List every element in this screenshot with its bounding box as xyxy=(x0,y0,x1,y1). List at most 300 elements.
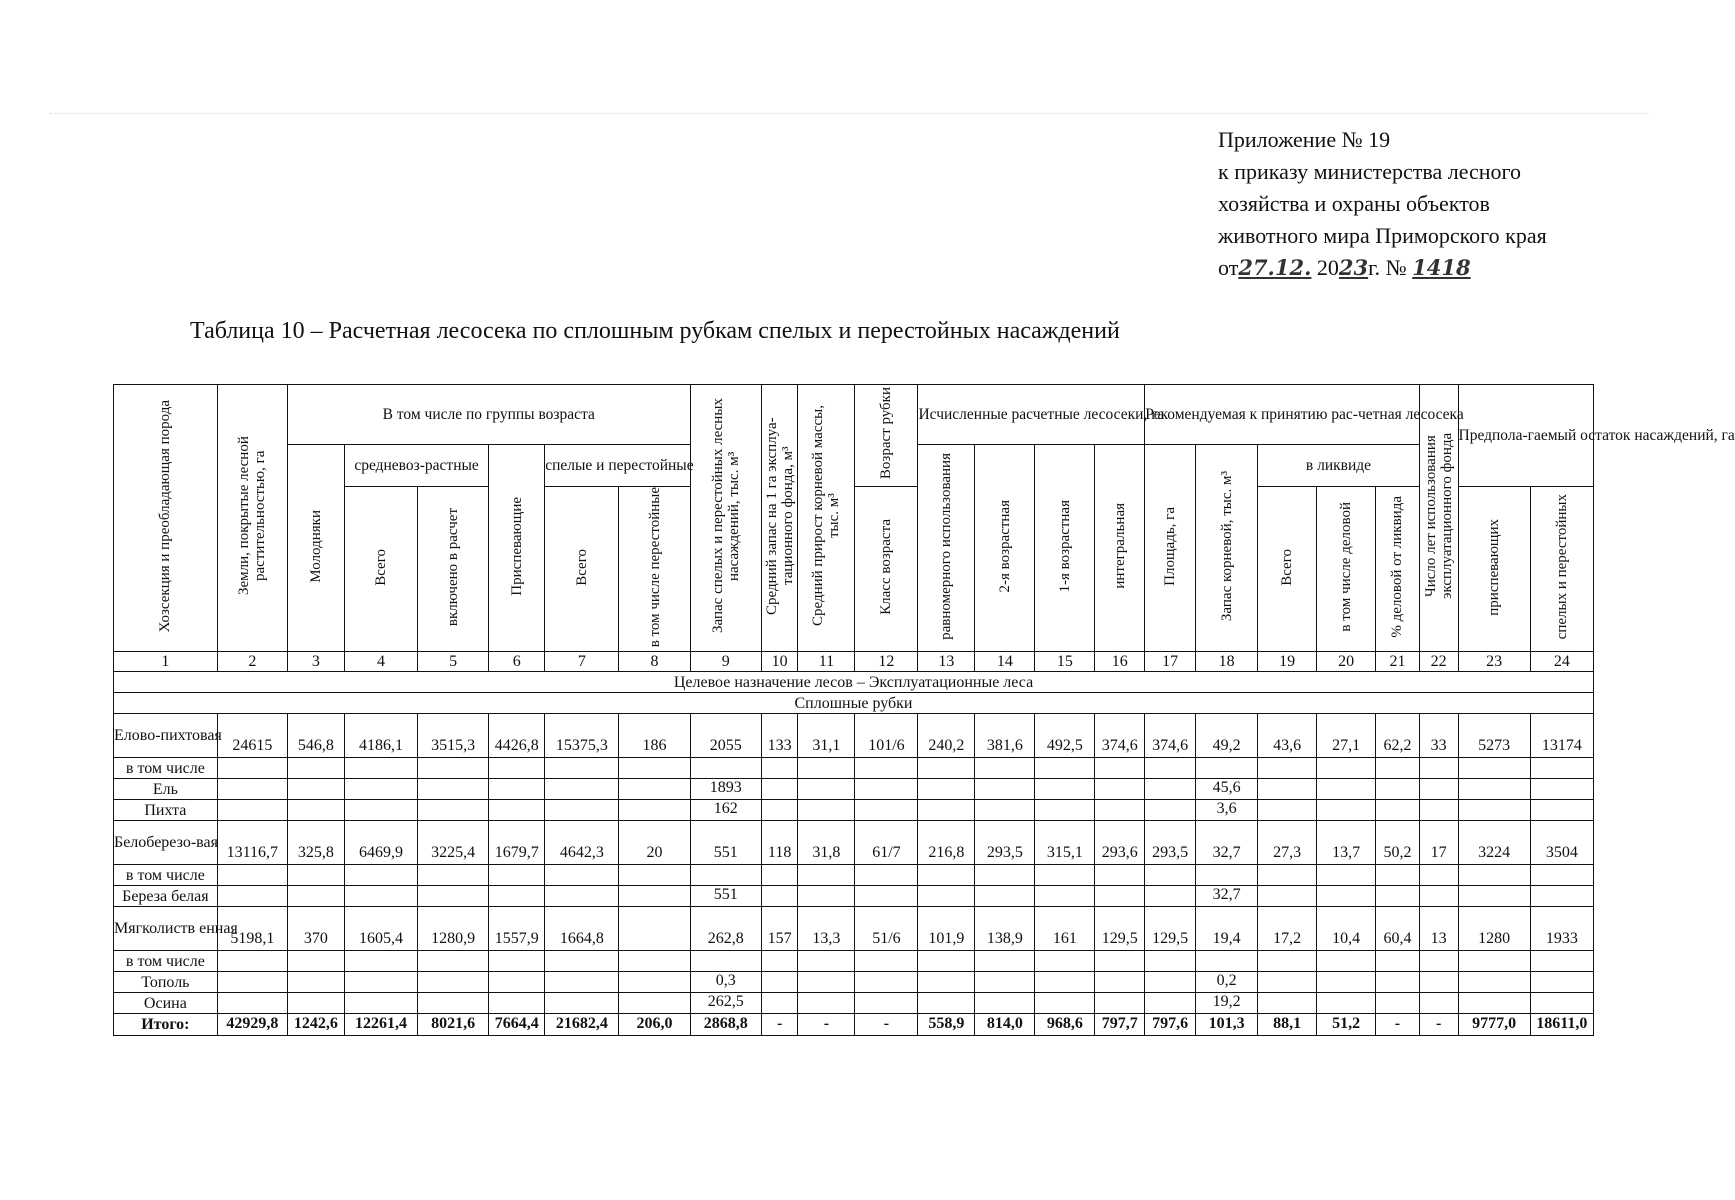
header-c18: Запас корневой, тыс. м³ xyxy=(1196,445,1258,652)
table-cell xyxy=(418,951,489,972)
table-cell: 551 xyxy=(690,886,761,907)
table-cell xyxy=(619,972,690,993)
table-cell xyxy=(489,951,545,972)
table-cell xyxy=(217,800,287,821)
table-cell xyxy=(1530,800,1593,821)
table-cell xyxy=(1035,865,1095,886)
header-c23: приспевающих xyxy=(1458,487,1530,652)
table-title: Таблица 10 – Расчетная лесосека по сплошным рубкам спелых и перестойных насаждений xyxy=(190,318,1120,344)
table-cell: - xyxy=(855,1014,918,1036)
table-cell: 2868,8 xyxy=(690,1014,761,1036)
table-cell xyxy=(1419,972,1458,993)
row-name: в том числе xyxy=(114,865,218,886)
table-cell xyxy=(1035,951,1095,972)
table-cell xyxy=(545,758,619,779)
table-cell: 51/6 xyxy=(855,907,918,951)
header-c12: Класс возраста xyxy=(855,487,918,652)
table-cell xyxy=(1095,779,1145,800)
table-cell: 27,1 xyxy=(1317,714,1376,758)
table-cell xyxy=(344,800,417,821)
table-cell xyxy=(975,865,1035,886)
table-cell xyxy=(1530,758,1593,779)
table-cell: 3224 xyxy=(1458,821,1530,865)
table-cell xyxy=(855,972,918,993)
table-cell xyxy=(1530,865,1593,886)
column-number: 23 xyxy=(1458,652,1530,672)
section-row-cuts xyxy=(114,693,1594,714)
table-cell: 17,2 xyxy=(1258,907,1317,951)
table-cell xyxy=(619,951,690,972)
table-cell: 262,5 xyxy=(690,993,761,1014)
table-cell xyxy=(798,886,855,907)
table-cell: 45,6 xyxy=(1196,779,1258,800)
table-cell: 4426,8 xyxy=(489,714,545,758)
table-cell: - xyxy=(1376,1014,1420,1036)
table-cell xyxy=(918,972,975,993)
table-cell xyxy=(545,865,619,886)
table-cell: 1280 xyxy=(1458,907,1530,951)
column-number: 7 xyxy=(545,652,619,672)
table-cell: 43,6 xyxy=(1258,714,1317,758)
table-cell xyxy=(855,865,918,886)
table-cell xyxy=(619,758,690,779)
table-cell xyxy=(690,758,761,779)
table-cell xyxy=(1145,951,1196,972)
header-c8: в том числе перестойные xyxy=(619,487,690,652)
table-cell xyxy=(1530,951,1593,972)
table-cell xyxy=(619,886,690,907)
column-number: 19 xyxy=(1258,652,1317,672)
table-cell: 1679,7 xyxy=(489,821,545,865)
table-cell xyxy=(1458,865,1530,886)
table-cell: 49,2 xyxy=(1196,714,1258,758)
table-cell xyxy=(1530,993,1593,1014)
number-prefix: г. № xyxy=(1368,255,1407,280)
column-number: 1 xyxy=(114,652,218,672)
row-name: Белоберезо-вая xyxy=(114,821,218,865)
table-cell xyxy=(1376,800,1420,821)
header-group-calc: Исчисленные расчетные лесосеки, га xyxy=(918,385,1145,445)
table-cell xyxy=(418,779,489,800)
date-prefix: от xyxy=(1218,255,1239,280)
table-cell xyxy=(1145,886,1196,907)
header-group-recommended: Рекомендуемая к принятию рас-четная лесосека xyxy=(1145,385,1420,445)
appendix-line-2: к приказу министерства лесного xyxy=(1218,159,1522,184)
table-cell: 13,3 xyxy=(798,907,855,951)
table-cell xyxy=(489,758,545,779)
header-c17: Площадь, га xyxy=(1145,445,1196,652)
column-number: 9 xyxy=(690,652,761,672)
table-cell xyxy=(1458,800,1530,821)
header-c10: Средний запас на 1 га эксплуа-тационного фонда, м³ xyxy=(761,385,798,652)
table-cell xyxy=(1258,951,1317,972)
table-cell: 10,4 xyxy=(1317,907,1376,951)
table-cell: 101/6 xyxy=(855,714,918,758)
table-cell: 31,8 xyxy=(798,821,855,865)
table-cell xyxy=(1095,886,1145,907)
table-cell xyxy=(217,993,287,1014)
table-cell: 13174 xyxy=(1530,714,1593,758)
header-c6: Приспевающие xyxy=(489,445,545,652)
table-cell xyxy=(619,907,690,951)
table-cell: 4642,3 xyxy=(545,821,619,865)
appendix-line-4: животного мира Приморского края xyxy=(1218,223,1547,248)
table-cell: 129,5 xyxy=(1145,907,1196,951)
table-cell xyxy=(545,800,619,821)
table-cell: 3,6 xyxy=(1196,800,1258,821)
table-cell xyxy=(545,993,619,1014)
header-c14: 2-я возрастная xyxy=(975,445,1035,652)
table-cell: 1280,9 xyxy=(418,907,489,951)
table-cell xyxy=(287,865,344,886)
table-cell xyxy=(761,951,798,972)
header-c20: в том числе деловой xyxy=(1317,487,1376,652)
column-number: 18 xyxy=(1196,652,1258,672)
table-cell: 51,2 xyxy=(1317,1014,1376,1036)
table-cell: 492,5 xyxy=(1035,714,1095,758)
table-row xyxy=(114,821,1594,865)
table-cell xyxy=(418,972,489,993)
table-cell xyxy=(1376,951,1420,972)
table-cell xyxy=(1458,779,1530,800)
table-cell: 18611,0 xyxy=(1530,1014,1593,1036)
table-cell xyxy=(545,886,619,907)
table-cell xyxy=(761,779,798,800)
table-cell xyxy=(1035,972,1095,993)
table-cell xyxy=(918,758,975,779)
column-number: 15 xyxy=(1035,652,1095,672)
table-cell: 62,2 xyxy=(1376,714,1420,758)
table-cell: 3515,3 xyxy=(418,714,489,758)
table-cell xyxy=(1035,758,1095,779)
table-cell xyxy=(1095,951,1145,972)
table-row xyxy=(114,972,1594,993)
appendix-line-1: Приложение № 19 xyxy=(1218,127,1391,152)
section-row-purpose xyxy=(114,672,1594,693)
table-cell xyxy=(1530,886,1593,907)
column-number: 20 xyxy=(1317,652,1376,672)
table-cell xyxy=(690,951,761,972)
column-number: 3 xyxy=(287,652,344,672)
scan-artifact-line xyxy=(50,113,1650,115)
table-cell xyxy=(287,779,344,800)
column-number: 17 xyxy=(1145,652,1196,672)
table-cell xyxy=(1458,972,1530,993)
header-group-mid: средневоз-растные xyxy=(344,445,488,487)
table-cell xyxy=(287,758,344,779)
table-cell xyxy=(855,951,918,972)
column-number: 8 xyxy=(619,652,690,672)
table-cell: 61/7 xyxy=(855,821,918,865)
row-name: Елово-пихтовая xyxy=(114,714,218,758)
table-row xyxy=(114,800,1594,821)
table-cell xyxy=(855,993,918,1014)
table-cell xyxy=(798,800,855,821)
table-cell xyxy=(798,951,855,972)
row-name: Мягколиств енная xyxy=(114,907,218,951)
row-name: Осина xyxy=(114,993,218,1014)
column-number: 12 xyxy=(855,652,918,672)
table-cell: 31,1 xyxy=(798,714,855,758)
table-cell xyxy=(489,993,545,1014)
handwritten-number: 1418 xyxy=(1412,255,1471,280)
table-cell: 240,2 xyxy=(918,714,975,758)
appendix-block xyxy=(1218,124,1547,284)
header-c2: Земли, покрытые лесной растительностью, га xyxy=(217,385,287,652)
table-cell xyxy=(1376,758,1420,779)
table-cell: 5198,1 xyxy=(217,907,287,951)
table-cell: 381,6 xyxy=(975,714,1035,758)
table-cell: - xyxy=(1419,1014,1458,1036)
table-cell xyxy=(1458,886,1530,907)
table-cell xyxy=(761,886,798,907)
column-number-row xyxy=(114,652,1594,672)
table-cell: 101,3 xyxy=(1196,1014,1258,1036)
appendix-line-5 xyxy=(1218,252,1547,284)
table-row xyxy=(114,758,1594,779)
table-cell: 27,3 xyxy=(1258,821,1317,865)
column-number: 14 xyxy=(975,652,1035,672)
table-cell xyxy=(1419,951,1458,972)
table-cell xyxy=(918,951,975,972)
header-c22: Число лет использования эксплуатационного фонда xyxy=(1419,385,1458,652)
table-cell xyxy=(1095,865,1145,886)
table-cell xyxy=(217,972,287,993)
table-cell xyxy=(1419,779,1458,800)
table-cell: 216,8 xyxy=(918,821,975,865)
table-cell: 138,9 xyxy=(975,907,1035,951)
table-cell: 6469,9 xyxy=(344,821,417,865)
table-cell xyxy=(1095,800,1145,821)
table-cell: 88,1 xyxy=(1258,1014,1317,1036)
row-name: Пихта xyxy=(114,800,218,821)
table-cell xyxy=(1095,758,1145,779)
table-cell xyxy=(489,800,545,821)
table-cell: 3504 xyxy=(1530,821,1593,865)
table-cell xyxy=(1145,758,1196,779)
table-cell xyxy=(217,886,287,907)
table-cell: 797,7 xyxy=(1095,1014,1145,1036)
forest-cutting-table xyxy=(113,384,1735,1036)
table-cell: 20 xyxy=(619,821,690,865)
table-cell xyxy=(287,886,344,907)
table-cell xyxy=(418,886,489,907)
table-cell xyxy=(1376,886,1420,907)
appendix-line-3: хозяйства и охраны объектов xyxy=(1218,191,1490,216)
total-row xyxy=(114,1014,1594,1036)
table-cell: 1893 xyxy=(690,779,761,800)
table-cell xyxy=(1419,758,1458,779)
table-cell xyxy=(344,972,417,993)
table-cell: 133 xyxy=(761,714,798,758)
table-cell xyxy=(619,993,690,1014)
column-number: 16 xyxy=(1095,652,1145,672)
table-cell xyxy=(1458,758,1530,779)
table-cell xyxy=(1196,865,1258,886)
table-cell: 1605,4 xyxy=(344,907,417,951)
header-c16: интегральная xyxy=(1095,445,1145,652)
table-cell xyxy=(287,993,344,1014)
table-cell: 32,7 xyxy=(1196,821,1258,865)
table-cell xyxy=(418,800,489,821)
table-cell xyxy=(217,865,287,886)
table-cell xyxy=(1095,993,1145,1014)
table-row xyxy=(114,886,1594,907)
table-cell: 370 xyxy=(287,907,344,951)
table-cell xyxy=(761,758,798,779)
table-cell xyxy=(855,779,918,800)
table-cell xyxy=(545,972,619,993)
table-cell xyxy=(1317,758,1376,779)
table-cell xyxy=(975,779,1035,800)
table-cell: 374,6 xyxy=(1095,714,1145,758)
table-cell xyxy=(975,951,1035,972)
table-cell xyxy=(1317,972,1376,993)
header-group-cut-age: Возраст рубки xyxy=(855,385,918,487)
table-cell xyxy=(489,779,545,800)
table-cell: 1933 xyxy=(1530,907,1593,951)
table-cell: 12261,4 xyxy=(344,1014,417,1036)
table-row xyxy=(114,907,1594,951)
table-cell: 293,5 xyxy=(1145,821,1196,865)
table-cell xyxy=(489,886,545,907)
table-cell xyxy=(1196,758,1258,779)
header-c5: включено в расчет xyxy=(418,487,489,652)
table-cell: 19,2 xyxy=(1196,993,1258,1014)
header-row-1 xyxy=(114,385,1594,445)
header-c7: Всего xyxy=(545,487,619,652)
header-c21: % деловой от ликвида xyxy=(1376,487,1420,652)
table-cell xyxy=(1419,865,1458,886)
table-cell xyxy=(489,972,545,993)
column-number: 2 xyxy=(217,652,287,672)
table-cell xyxy=(1145,993,1196,1014)
table-cell: 0,2 xyxy=(1196,972,1258,993)
table-cell xyxy=(1317,865,1376,886)
header-group-ripe: спелые и перестойные xyxy=(545,445,690,487)
header-c1: Хозсекция и преобладающая порода xyxy=(114,385,218,652)
table-cell: 797,6 xyxy=(1145,1014,1196,1036)
table-cell: 19,4 xyxy=(1196,907,1258,951)
table-cell xyxy=(217,779,287,800)
table-cell xyxy=(918,865,975,886)
table-cell xyxy=(1376,993,1420,1014)
table-cell xyxy=(1458,993,1530,1014)
table-cell xyxy=(855,886,918,907)
table-cell: 60,4 xyxy=(1376,907,1420,951)
table-cell: 118 xyxy=(761,821,798,865)
table-cell: 546,8 xyxy=(287,714,344,758)
table-cell xyxy=(1196,951,1258,972)
header-c24: спелых и перестойных xyxy=(1530,487,1593,652)
table-cell xyxy=(287,951,344,972)
row-name: в том числе xyxy=(114,951,218,972)
table-cell xyxy=(619,779,690,800)
section-purpose: Целевое назначение лесов – Эксплуатационные леса xyxy=(114,672,1594,693)
row-name: Итого: xyxy=(114,1014,218,1036)
header-group-remainder: Предпола-гаемый остаток насаждений, га xyxy=(1458,385,1594,487)
table-cell xyxy=(1258,972,1317,993)
table-cell: 293,6 xyxy=(1095,821,1145,865)
table-cell xyxy=(975,993,1035,1014)
table-cell xyxy=(619,800,690,821)
table-cell: 262,8 xyxy=(690,907,761,951)
header-c9: Запас спелых и перестойных лесных насаждений, тыс. м³ xyxy=(690,385,761,652)
header-c3: Молодняки xyxy=(287,445,344,652)
year-prefix: 20 xyxy=(1316,255,1339,280)
header-group-liquid: в ликвиде xyxy=(1258,445,1420,487)
table-cell: 161 xyxy=(1035,907,1095,951)
table-cell xyxy=(344,758,417,779)
table-cell: 9777,0 xyxy=(1458,1014,1530,1036)
table-cell: 1664,8 xyxy=(545,907,619,951)
table-cell xyxy=(287,800,344,821)
table-cell xyxy=(761,800,798,821)
table-cell: 21682,4 xyxy=(545,1014,619,1036)
table-cell xyxy=(287,972,344,993)
table-cell xyxy=(1258,993,1317,1014)
table-cell xyxy=(1376,865,1420,886)
table-cell xyxy=(418,758,489,779)
table-cell xyxy=(217,951,287,972)
column-number: 13 xyxy=(918,652,975,672)
table-cell: 551 xyxy=(690,821,761,865)
table-cell xyxy=(761,993,798,1014)
table-cell xyxy=(798,993,855,1014)
table-cell xyxy=(918,779,975,800)
handwritten-year: 23 xyxy=(1338,255,1369,280)
table-cell: 13,7 xyxy=(1317,821,1376,865)
table-cell xyxy=(1376,972,1420,993)
table-cell xyxy=(1035,800,1095,821)
table-cell xyxy=(798,758,855,779)
column-number: 10 xyxy=(761,652,798,672)
table-cell: 42929,8 xyxy=(217,1014,287,1036)
table-cell xyxy=(1145,865,1196,886)
header-c11: Средний прирост корневой массы, тыс. м³ xyxy=(798,385,855,652)
table-cell xyxy=(1258,886,1317,907)
table-cell xyxy=(1419,800,1458,821)
table-cell xyxy=(918,993,975,1014)
table-cell xyxy=(545,951,619,972)
table-cell: 2055 xyxy=(690,714,761,758)
table-cell xyxy=(1376,779,1420,800)
table-cell xyxy=(344,865,417,886)
table-cell: 157 xyxy=(761,907,798,951)
table-cell xyxy=(1317,993,1376,1014)
table-cell: 4186,1 xyxy=(344,714,417,758)
column-number: 6 xyxy=(489,652,545,672)
table-cell xyxy=(1145,800,1196,821)
column-number: 5 xyxy=(418,652,489,672)
table-cell xyxy=(344,886,417,907)
table-cell: 374,6 xyxy=(1145,714,1196,758)
table-cell xyxy=(489,865,545,886)
row-name: Тополь xyxy=(114,972,218,993)
table-cell xyxy=(1035,779,1095,800)
table-cell: 32,7 xyxy=(1196,886,1258,907)
table-cell: 1242,6 xyxy=(287,1014,344,1036)
table-cell xyxy=(1317,951,1376,972)
table-row xyxy=(114,779,1594,800)
table-cell xyxy=(1317,779,1376,800)
table-cell: - xyxy=(798,1014,855,1036)
table-cell xyxy=(761,865,798,886)
table-data-body xyxy=(114,714,1594,1036)
table-cell xyxy=(975,758,1035,779)
table-cell xyxy=(344,951,417,972)
table-cell xyxy=(1419,993,1458,1014)
